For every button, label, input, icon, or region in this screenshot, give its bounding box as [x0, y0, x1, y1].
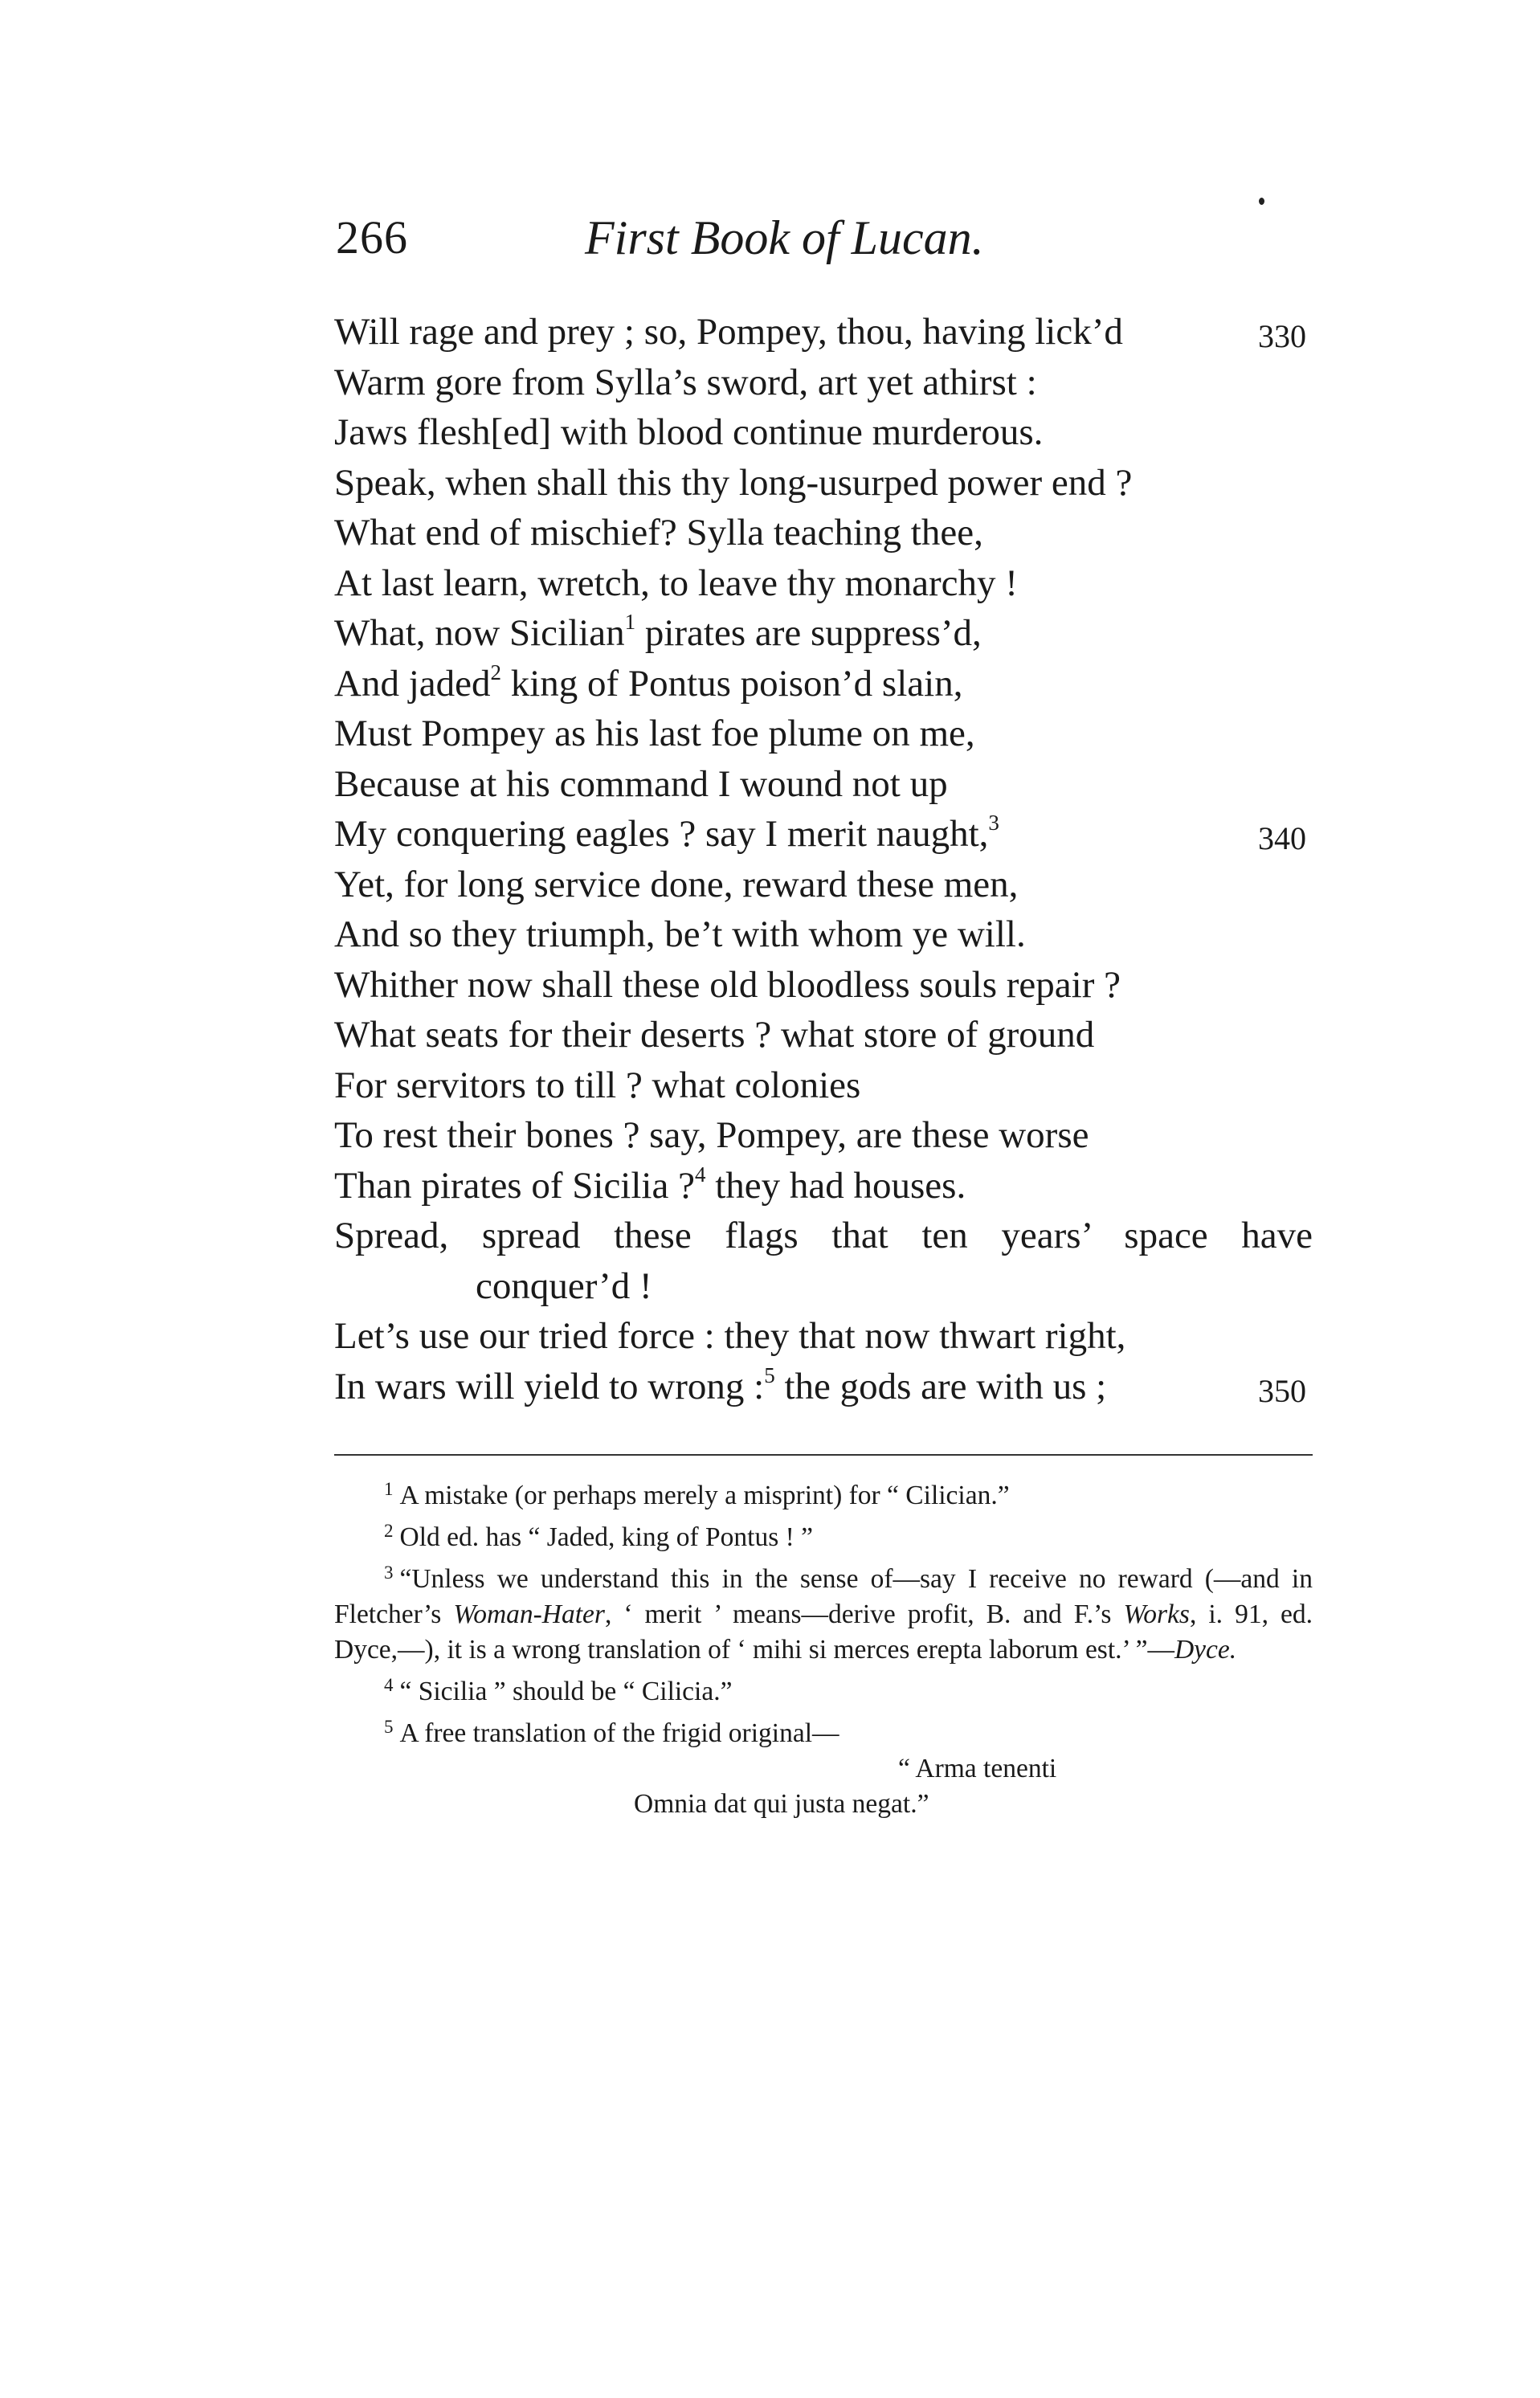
poem-line: [334, 909, 1330, 960]
footnote-text: “Unless we understand this in the sense of—say I receive no reward (—and in Fletcher’s: [334, 1564, 1313, 1629]
poem-line: [334, 307, 1330, 357]
poem-line-text: [476, 1261, 652, 1312]
footnote-quote-line: “ Arma tenenti: [898, 1754, 1057, 1783]
poem-line-segment: And so they triumph, be’t with whom ye will.: [334, 913, 1026, 955]
footnote-reference: 1: [624, 610, 636, 634]
footnote-4: [334, 1668, 1313, 1710]
poem-line-text: [334, 1060, 860, 1111]
footnote-italic: Works: [1123, 1599, 1190, 1629]
poem-line-segment: My conquering eagles ? say I merit naught,: [334, 813, 989, 855]
footnote-text: Old ed. has “ Jaded, king of Pontus ! ”: [399, 1522, 814, 1552]
poem-line-segment: king of Pontus poison’d slain,: [500, 662, 963, 705]
poem-line: [334, 809, 1330, 860]
poem-line-segment: Yet, for long service done, reward these men,: [334, 863, 1019, 905]
poem-line-text: [334, 307, 1123, 357]
poem-line-text: [334, 1010, 1094, 1060]
footnote-text: , i. 91, ed. Dyce,—), it is a wrong translation of ‘ mihi si merces erepta laborum est.’ ”—: [334, 1599, 1313, 1665]
poem-line-segment: For servitors to till ? what colonies: [334, 1064, 861, 1106]
poem-line: [334, 759, 1330, 810]
poem-line-text: [334, 909, 1026, 960]
footnote-reference: 2: [490, 660, 501, 684]
poem-line: [334, 558, 1330, 609]
poem-line-text: [334, 558, 1018, 609]
poem-line-segment: And jaded: [334, 662, 491, 705]
footnote-text: , ‘ merit ’ means—derive profit, B. and F.’s: [604, 1599, 1124, 1629]
footnote-mark: 4: [384, 1675, 394, 1695]
footnote-quote-line: Omnia dat qui justa negat.”: [634, 1789, 929, 1819]
poem-line-text: [334, 809, 999, 860]
line-number: 350: [1258, 1372, 1306, 1409]
footnote-text: A free translation of the frigid original—: [399, 1718, 839, 1748]
poem-line: [334, 508, 1330, 558]
poem-line-segment: Than pirates of Sicilia ?: [334, 1164, 695, 1207]
poem-line: [334, 1161, 1330, 1211]
poem-line-text: [334, 1161, 966, 1211]
footnote-reference: 5: [764, 1362, 775, 1387]
poem-line-segment: Must Pompey as his last foe plume on me,: [334, 713, 975, 754]
poem-line-segment: What end of mischief? Sylla teaching thee,: [334, 512, 983, 554]
poem-line-text: [334, 1311, 1125, 1362]
poem-line-text: [334, 608, 982, 659]
running-title: First Book of Lucan.: [585, 211, 984, 264]
poem-line-text: [334, 709, 975, 759]
poem-line-segment: In wars will yield to wrong :: [334, 1365, 765, 1407]
poem-line: [334, 1261, 1330, 1312]
poem-line-segment: Speak, when shall this thy long-usurped power end ?: [334, 461, 1133, 504]
footnote-rule: [334, 1454, 1313, 1456]
poem-line-segment: Warm gore from Sylla’s sword, art yet athirst :: [334, 361, 1037, 403]
poem-line: [334, 1311, 1330, 1362]
poem-line-text: [334, 960, 1121, 1011]
poem-line-segment: At last learn, wretch, to leave thy monarchy !: [334, 562, 1018, 604]
footnote-mark: 3: [384, 1563, 394, 1583]
footnote-2: [334, 1514, 1313, 1555]
footnote-text: “ Sicilia ” should be “ Cilicia.”: [399, 1677, 733, 1706]
poem-line-text: [334, 407, 1043, 458]
poem-line: [334, 709, 1330, 759]
running-head: [336, 210, 1308, 275]
poem-line-text: [334, 759, 948, 810]
poem-line-segment: Will rage and prey ; so, Pompey, thou, having lick’d: [334, 311, 1123, 353]
poem-line-segment: Spread, spread these flags that ten years’ space have: [334, 1215, 1313, 1256]
footnote-3: [334, 1555, 1313, 1668]
poem-line-text: [334, 1362, 1106, 1412]
poem-line: [334, 458, 1330, 509]
poem-line: [334, 1010, 1330, 1060]
poem-line-text: [334, 860, 1018, 910]
poem-line: [334, 860, 1330, 910]
poem-line-text: [334, 458, 1132, 509]
line-number: 330: [1258, 318, 1306, 354]
poem-line-segment: Whither now shall these old bloodless souls repair ?: [334, 963, 1121, 1006]
footnote-mark: 1: [384, 1479, 394, 1499]
footnote-italic: Woman-Hater: [453, 1599, 605, 1629]
footnote-italic: Dyce.: [1174, 1635, 1237, 1665]
footnote-1: [334, 1472, 1313, 1514]
footnote-reference: 3: [988, 811, 999, 835]
poem-line-text: [334, 508, 983, 558]
footnote-5: [334, 1710, 1313, 1751]
poem-line-segment: conquer’d !: [476, 1264, 652, 1307]
poem-line: [334, 960, 1330, 1011]
poem-line-text: [334, 659, 962, 709]
poem-line-segment: Let’s use our tried force : they that now thwart right,: [334, 1315, 1126, 1357]
poem-line-text: [334, 357, 1037, 408]
poem-line-segment: Because at his command I wound not up: [334, 762, 948, 805]
poem-line-segment: To rest their bones ? say, Pompey, are these worse: [334, 1114, 1089, 1156]
footnote-reference: 4: [694, 1162, 706, 1187]
poem-line-segment: the gods are with us ;: [774, 1365, 1107, 1407]
poem-line: [334, 659, 1330, 709]
line-number: 340: [1258, 820, 1306, 856]
poem-line-segment: pirates are suppress’d,: [635, 612, 982, 654]
poem-line-segment: What seats for their deserts ? what store of ground: [334, 1014, 1095, 1056]
poem-line: [334, 1362, 1330, 1412]
ink-speck: [1259, 198, 1264, 205]
page-number: 266: [336, 211, 408, 263]
footnote-mark: 2: [384, 1521, 394, 1541]
poem-line: [334, 357, 1330, 408]
poem-line: [334, 608, 1330, 659]
footnote-mark: 5: [384, 1717, 394, 1737]
poem-line-text: [334, 1110, 1089, 1161]
poem-line: [334, 1060, 1330, 1111]
poem-line-segment: Jaws flesh[ed] with blood continue murderous.: [334, 411, 1044, 453]
poem-line: [334, 407, 1330, 458]
footnotes: [334, 1472, 1313, 1822]
poem-line-segment: What, now Sicilian: [334, 612, 625, 654]
poem-line-text: [334, 1211, 1313, 1261]
poem-line: [334, 1211, 1330, 1261]
poem-text: [334, 307, 1330, 1411]
poem-line: [334, 1110, 1330, 1161]
footnote-text: A mistake (or perhaps merely a misprint) for “ Cilician.”: [399, 1481, 1010, 1510]
poem-line-segment: they had houses.: [705, 1164, 966, 1207]
